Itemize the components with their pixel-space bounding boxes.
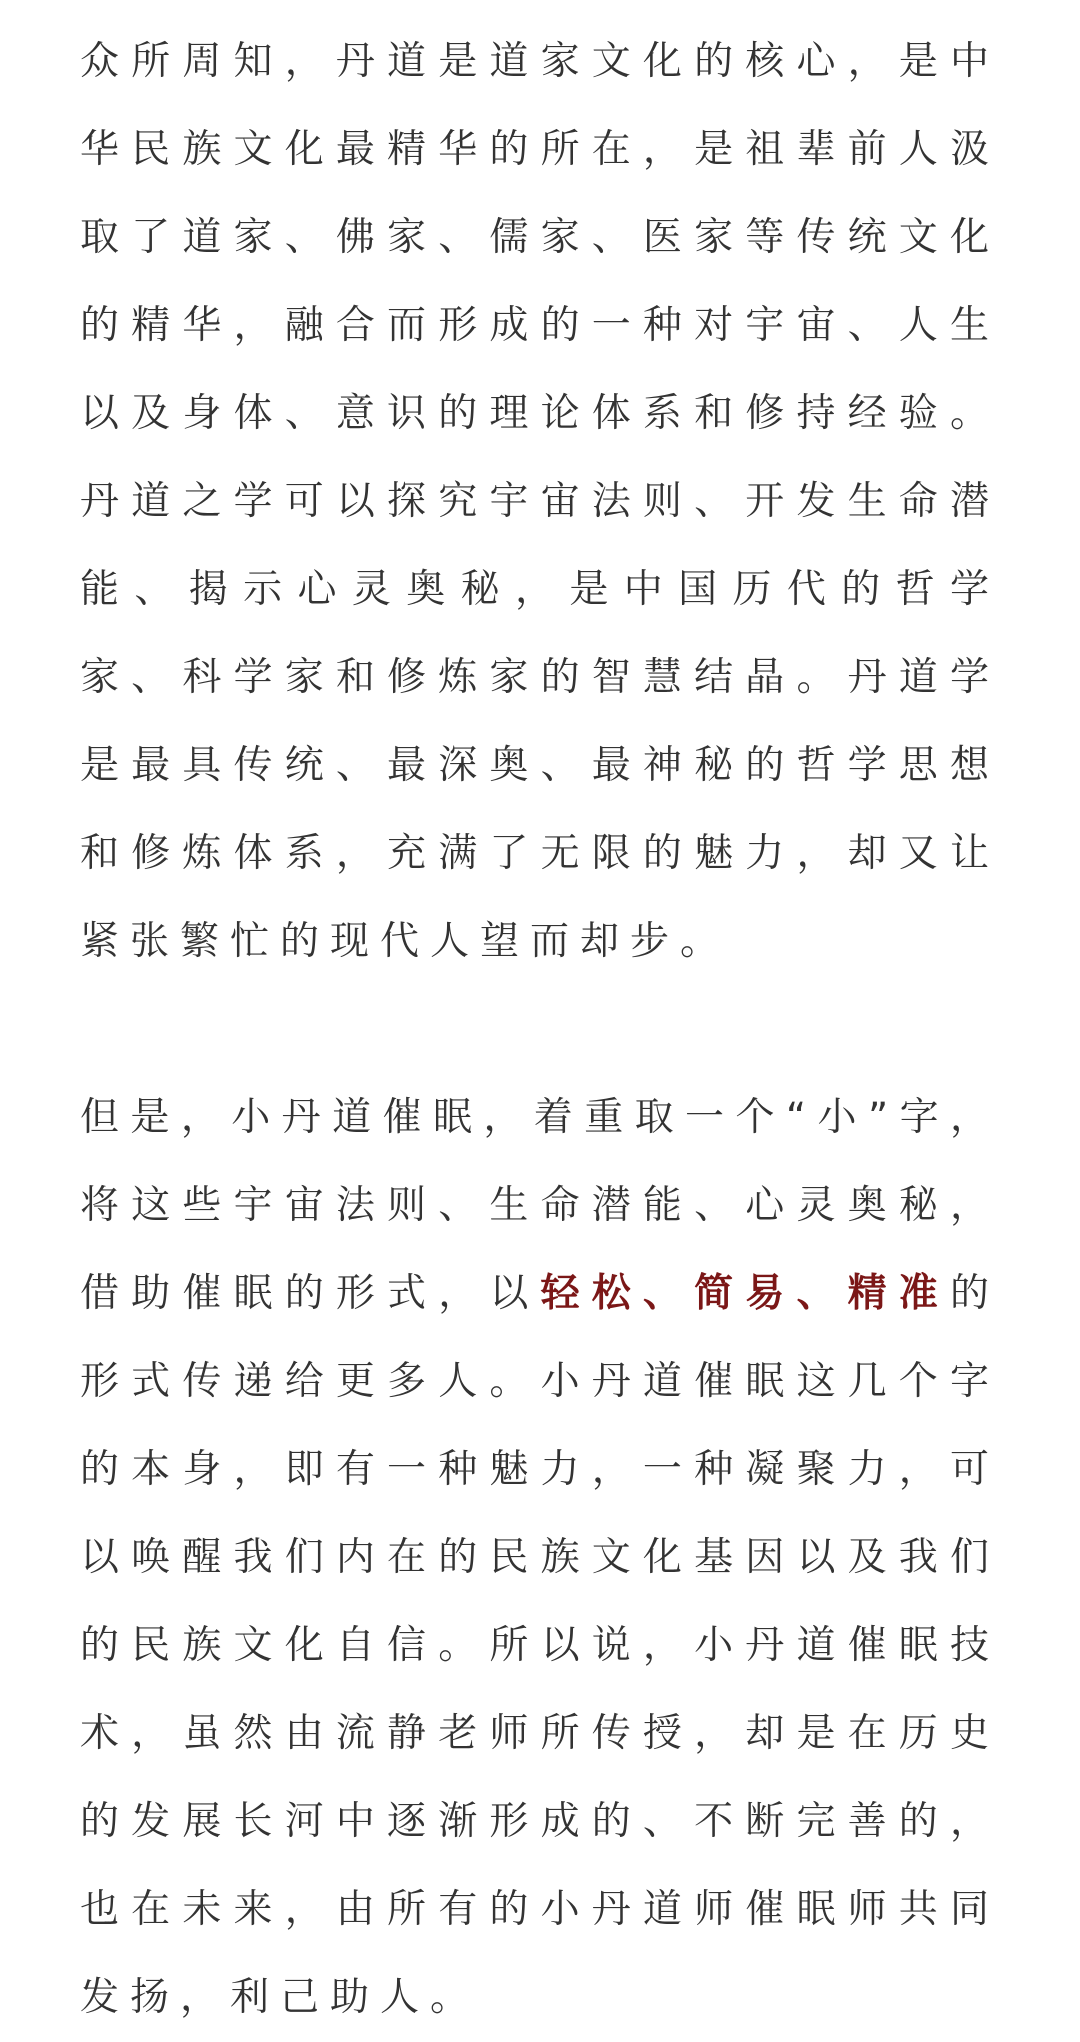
paragraph-spacer — [80, 986, 1000, 1074]
article-body — [80, 18, 1000, 2042]
emphasized-phrase: 轻松、简易、精准 — [540, 1271, 950, 1316]
paragraph2-text-before: 但是，小丹道催眠，着重取一个“小”字，将这些宇宙法则、生命潜能、心灵奥秘，借助催眠的形式，以 — [80, 1095, 1000, 1316]
paragraph-dandao-intro: 众所周知，丹道是道家文化的核心，是中华民族文化最精华的所在，是祖辈前人汲取了道家、佛家、儒家、医家等传统文化的精华，融合而形成的一种对宇宙、人生以及身体、意识的理论体系和修持经验。丹道之学可以探究宇宙法则、开发生命潜能、揭示心灵奥秘，是中国历代的哲学家、科学家和修炼家的智慧结晶。丹道学是最具传统、最深奥、最神秘的哲学思想和修炼体系，充满了无限的魅力，却又让紧张繁忙的现代人望而却步。 — [80, 39, 1000, 964]
paragraph2-text-after: 的形式传递给更多人。小丹道催眠这几个字的本身，即有一种魅力，一种凝聚力，可以唤醒我们内在的民族文化基因以及我们的民族文化自信。所以说，小丹道催眠技术，虽然由流静老师所传授，却是在历史的发展长河中逐渐形成的、不断完善的，也在未来，由所有的小丹道师催眠师共同发扬，利己助人。 — [80, 1271, 1000, 2020]
paragraph-xiao-dandao-hypnosis — [80, 1074, 1000, 2042]
